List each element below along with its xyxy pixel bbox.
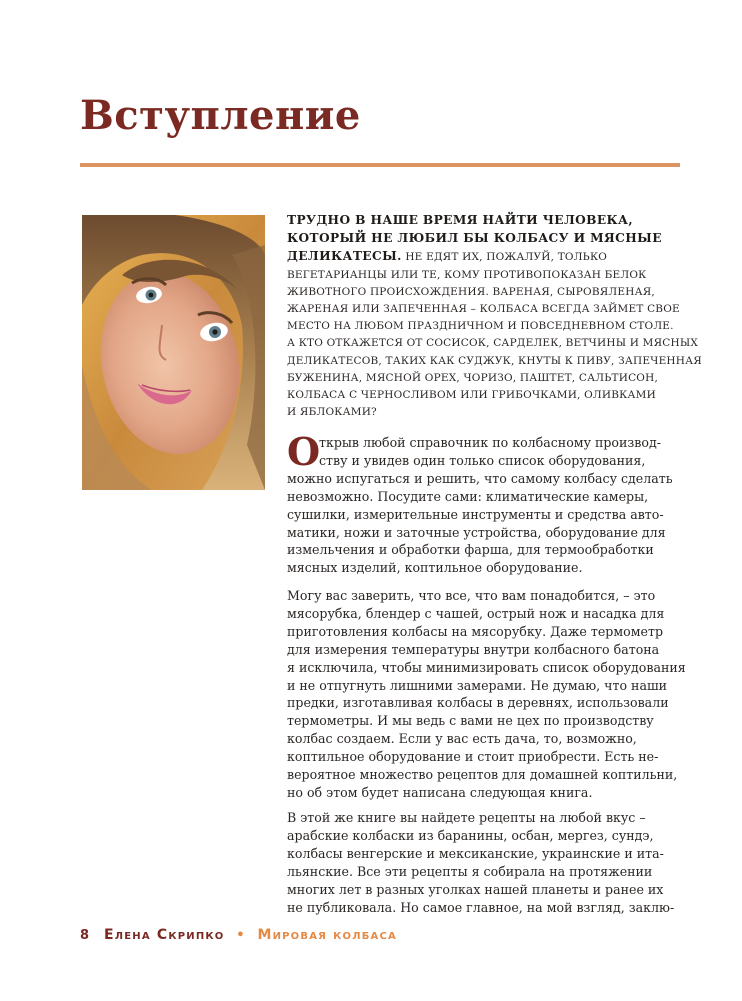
paragraph-line: колбас создаем. Если у вас есть дача, то, возможно, (287, 731, 637, 747)
paragraph-line: В этой же книге вы найдете рецепты на любой вкус – (287, 810, 646, 825)
paragraph-line: Могу вас заверить, что все, что вам понадобится, – это (287, 588, 656, 603)
intro-line: ЖИВОТНОГО ПРОИСХОЖДЕНИЯ. ВАРЕНАЯ, СЫРОВЯЛЕНАЯ, (287, 285, 655, 298)
paragraph-line: можно испугаться и решить, что самому колбасу сделать (287, 470, 673, 486)
paragraph-line: сушилки, измерительные инструменты и средства авто- (287, 506, 664, 522)
intro-line: А КТО ОТКАЖЕТСЯ ОТ СОСИСОК, САРДЕЛЕК, ВЕТЧИНЫ И МЯСНЫХ (287, 337, 699, 350)
paragraph-line: измельчения и обработки фарша, для термообработки (287, 542, 654, 558)
paragraph-line: приготовления колбасы на мясорубку. Даже термометр (287, 623, 664, 639)
paragraph-line: и не отпугнуть лишними замерами. Не думаю, что наши (287, 677, 668, 693)
paragraph-line: не публиковала. Но самое главное, на мой взгляд, заклю- (287, 899, 675, 915)
paragraph-line: но об этом будет написана следующая книга. (287, 784, 593, 800)
paragraph-line: для измерения температуры внутри колбасного батона (287, 641, 660, 657)
paragraph-line: коптильное оборудование и стоит приобрести. Есть не- (287, 749, 659, 765)
paragraph-line: я исключила, чтобы минимизировать список оборудования (287, 659, 686, 675)
author-portrait (82, 215, 265, 490)
paragraph-line: ткрыв любой справочник по колбасному производ- (319, 435, 661, 450)
page-footer (80, 927, 397, 943)
paragraph-line: льянские. Все эти рецепты я собирала на протяжении (287, 863, 653, 879)
page-number: 8 (80, 928, 91, 943)
drop-cap: О (287, 429, 321, 474)
intro-lead-line-1: ТРУДНО В НАШЕ ВРЕМЯ НАЙТИ ЧЕЛОВЕКА, (287, 213, 633, 227)
paragraph-line: предки, изготавливая колбасы в деревнях, использовали (287, 695, 669, 711)
intro-line: КОЛБАСА С ЧЕРНОСЛИВОМ ИЛИ ГРИБОЧКАМИ, ОЛИВКАМИ (287, 389, 656, 402)
paragraph-line: матики, ножи и заточные устройства, оборудование для (287, 524, 666, 540)
intro-line: И ЯБЛОКАМИ? (287, 406, 377, 419)
paragraph-line: невозможно. Посудите сами: климатические камеры, (287, 488, 649, 504)
paragraph-line: ству и увидев один только список оборудования, (319, 452, 646, 468)
footer-separator: • (236, 928, 246, 943)
body-paragraph-1 (287, 429, 707, 577)
intro-line: БУЖЕНИНА, МЯСНОЙ ОРЕХ, ЧОРИЗО, ПАШТЕТ, САЛЬТИСОН, (287, 371, 659, 384)
footer-author: Елена Скрипко (103, 927, 225, 943)
page-title: Вступление (80, 92, 361, 139)
body-paragraph-2 (287, 587, 707, 802)
paragraph-line: многих лет в разных уголках нашей планеты и ранее их (287, 881, 664, 897)
intro-paragraph (287, 212, 707, 421)
paragraph-line: мясных изделий, коптильное оборудование. (287, 560, 583, 576)
intro-first-line-rest: НЕ ЕДЯТ ИХ, ПОЖАЛУЙ, ТОЛЬКО (401, 251, 608, 264)
intro-line: ВЕГЕТАРИАНЦЫ ИЛИ ТЕ, КОМУ ПРОТИВОПОКАЗАН БЕЛОК (287, 268, 647, 281)
body-paragraph-3 (287, 809, 707, 916)
paragraph-line: термометры. И мы ведь с вами не цех по производству (287, 713, 654, 729)
intro-line: МЕСТО НА ЛЮБОМ ПРАЗДНИЧНОМ И ПОВСЕДНЕВНОМ СТОЛЕ. (287, 320, 674, 333)
paragraph-line: вероятное множество рецептов для домашней коптильни, (287, 767, 678, 783)
intro-line: ЖАРЕНАЯ ИЛИ ЗАПЕЧЕННАЯ – КОЛБАСА ВСЕГДА ЗАЙМЕТ СВОЕ (287, 303, 680, 316)
paragraph-line: колбасы венгерские и мексиканские, украинские и ита- (287, 845, 664, 861)
title-divider (80, 163, 680, 167)
intro-line: ДЕЛИКАТЕСОВ, ТАКИХ КАК СУДЖУК, КНУТЫ К ПИВУ, ЗАПЕЧЕННАЯ (287, 354, 702, 367)
paragraph-line: мясорубка, блендер с чашей, острый нож и насадка для (287, 605, 665, 621)
intro-lead-line-3: ДЕЛИКАТЕСЫ. (287, 249, 402, 264)
footer-book-title: Мировая колбаса (257, 927, 397, 943)
intro-lead-line-2: КОТОРЫЙ НЕ ЛЮБИЛ БЫ КОЛБАСУ И МЯСНЫЕ (287, 231, 662, 246)
paragraph-line: арабские колбаски из баранины, осбан, мергез, сундэ, (287, 827, 654, 843)
